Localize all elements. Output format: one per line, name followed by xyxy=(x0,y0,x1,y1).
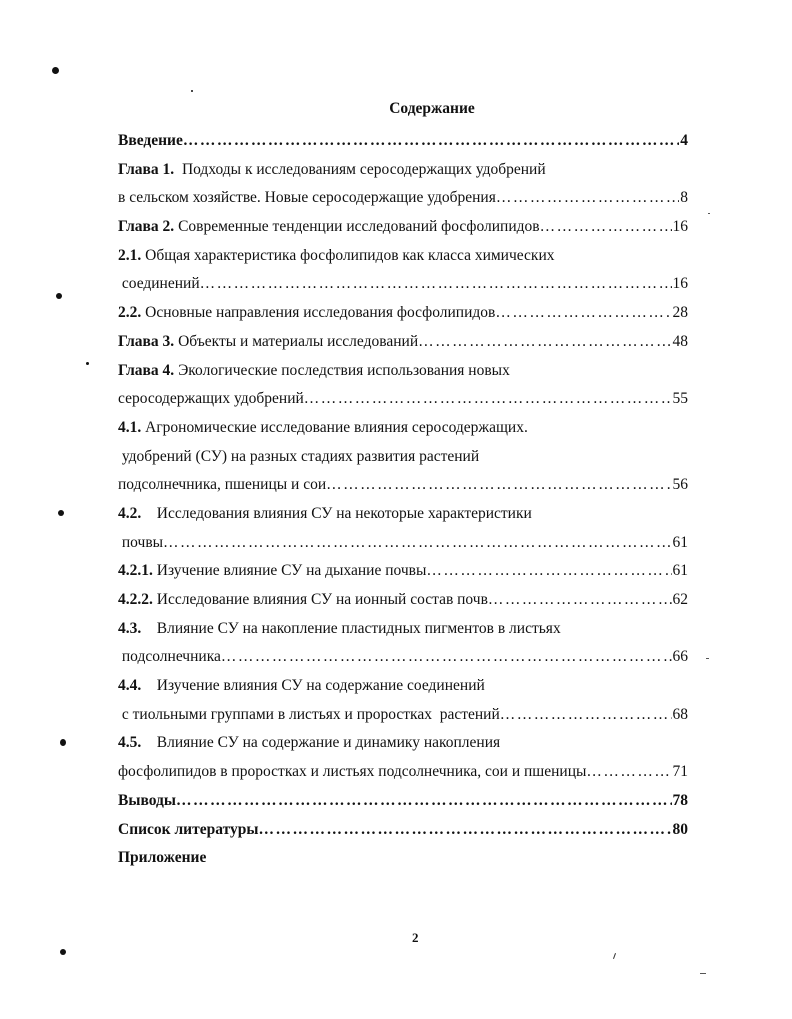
toc-entry xyxy=(118,557,688,586)
toc-page-number: 16 xyxy=(672,275,688,293)
toc-entry-text xyxy=(118,184,496,213)
toc-entry-title: почвы xyxy=(118,533,164,551)
toc-entry-text xyxy=(118,213,540,242)
toc-page-number: 16 xyxy=(672,218,688,236)
scan-speck xyxy=(60,739,66,746)
toc-page-number: 61 xyxy=(672,533,688,551)
toc-leader-dots xyxy=(495,299,671,328)
toc-entry xyxy=(118,729,688,758)
toc-leader-dots xyxy=(426,557,671,586)
toc-entry xyxy=(118,701,688,730)
toc-entry xyxy=(118,414,688,443)
toc-entry-label: 4.3. xyxy=(118,619,142,637)
toc-entry-title: удобрений (СУ) на разных стадиях развития растений xyxy=(118,447,480,465)
toc-entry-label: 4.2.1. xyxy=(118,562,153,580)
toc-title: Содержание xyxy=(389,100,475,117)
toc-entry xyxy=(118,357,688,386)
scan-mark xyxy=(700,973,706,974)
toc-entry-text xyxy=(118,328,418,357)
scan-speck xyxy=(86,362,89,365)
toc-entry-text xyxy=(118,758,586,787)
toc-entry-title: Агрономические исследование влияния серосодержащих. xyxy=(141,418,528,436)
toc-page-number: 78 xyxy=(672,791,688,809)
toc-entry-title: Изучение влияния СУ на содержание соединений xyxy=(141,677,485,695)
toc-leader-dots xyxy=(221,643,672,672)
toc-leader-dots xyxy=(304,385,672,414)
toc-entry-label: Глава 4. xyxy=(118,361,175,379)
toc-page-number: 56 xyxy=(672,476,688,494)
toc-entry xyxy=(118,586,688,615)
toc-entry-text xyxy=(118,529,163,558)
toc-entry-label: Введение xyxy=(118,132,183,149)
toc-page-number: 28 xyxy=(672,304,688,322)
toc-entry-label: 4.4. xyxy=(118,677,142,695)
toc-entry-title: Влияние СУ на содержание и динамику накопления xyxy=(141,734,501,752)
toc-entry-label: 4.2. xyxy=(118,504,142,522)
toc-leader-dots xyxy=(500,701,672,730)
toc-entry-text xyxy=(118,357,510,386)
toc-entry-text xyxy=(118,414,528,443)
toc-entry xyxy=(118,184,688,213)
toc-entry xyxy=(118,328,688,357)
toc-entry-title: фосфолипидов в проростках и листьях подсолнечника, сои и пшеницы xyxy=(118,763,587,781)
toc-entry-title: Общая характеристика фосфолипидов как класса химических xyxy=(141,246,555,264)
toc-entry-title: в сельском хозяйстве. Новые серосодержащие удобрения xyxy=(118,189,496,207)
toc-entry xyxy=(118,500,688,529)
toc-entry-text xyxy=(118,586,488,615)
toc-leader-dots xyxy=(496,184,679,213)
toc-entry xyxy=(118,242,688,271)
toc-entry-text xyxy=(118,127,183,156)
toc-entry-title: с тиольными группами в листьях и проростках растений xyxy=(118,705,500,723)
toc-entry-text xyxy=(118,270,200,299)
toc-page-number: 62 xyxy=(672,591,688,608)
toc-leader-dots xyxy=(488,586,672,615)
toc-entry xyxy=(118,615,688,644)
toc-entry-label: 2.1. xyxy=(118,246,142,264)
toc-entry-label: Глава 2. xyxy=(118,218,175,236)
toc-entry xyxy=(118,529,688,558)
toc-entry-text xyxy=(118,701,500,730)
toc-entry-label: Глава 3. xyxy=(118,332,175,350)
toc-entry-text xyxy=(118,242,554,271)
toc-entry-title: Объекты и материалы исследований xyxy=(174,332,419,350)
toc-entry-label: Список литературы xyxy=(118,820,259,838)
toc-entry xyxy=(118,643,688,672)
toc-entry-title: соединений xyxy=(118,275,200,293)
scan-speck xyxy=(191,90,193,92)
toc-entry-title: Исследования влияния СУ на некоторые характеристики xyxy=(141,504,532,522)
toc-leader-dots xyxy=(418,328,671,357)
toc-page-number: 68 xyxy=(672,705,688,723)
toc-entry-text xyxy=(118,615,561,644)
toc-entry-text xyxy=(118,844,206,873)
toc-leader-dots xyxy=(326,471,671,500)
toc-leader-dots xyxy=(163,529,671,558)
toc-entry-text xyxy=(118,557,426,586)
toc-entry-text xyxy=(118,299,495,328)
scan-speck xyxy=(58,510,64,516)
toc-entry xyxy=(118,270,688,299)
toc-entry-title: Основные направления исследования фосфолипидов xyxy=(141,304,496,322)
toc-page-number: 8 xyxy=(680,189,688,207)
toc-entry-label: Глава 1. xyxy=(118,160,175,178)
toc-page-number: 55 xyxy=(672,390,688,408)
toc-entry xyxy=(118,787,688,816)
scan-speck xyxy=(56,293,62,299)
toc-entry-text xyxy=(118,672,485,701)
toc-entry xyxy=(118,156,688,185)
toc-leader-dots xyxy=(200,270,672,299)
toc-page-number: 71 xyxy=(672,763,688,781)
toc-entry xyxy=(118,443,688,472)
scan-mark xyxy=(613,953,616,959)
toc-leader-dots xyxy=(540,213,672,242)
toc-leader-dots xyxy=(586,758,671,787)
toc-entry xyxy=(118,672,688,701)
toc-entry-title: Современные тенденции исследований фосфолипидов xyxy=(174,218,540,236)
toc-entry-title: Исследование влияния СУ на ионный состав почв xyxy=(152,591,488,608)
toc-entry-label: Приложение xyxy=(118,849,207,867)
toc-entry xyxy=(118,844,688,873)
toc-entry-title: подсолнечника, пшеницы и сои xyxy=(118,476,327,494)
toc-page-number: 80 xyxy=(672,820,688,838)
toc-page-number: 61 xyxy=(672,562,688,580)
toc-entry-label: 4.1. xyxy=(118,418,142,436)
toc-leader-dots xyxy=(183,127,679,156)
toc-entry-label: Выводы xyxy=(118,791,176,809)
toc-entry-title: Влияние СУ на накопление пластидных пигментов в листьях xyxy=(141,619,561,637)
toc-page-number: 66 xyxy=(672,648,688,666)
table-of-contents xyxy=(118,127,688,873)
toc-leader-dots xyxy=(176,787,672,816)
toc-entry-text xyxy=(118,643,221,672)
scan-speck xyxy=(60,949,66,955)
scan-speck xyxy=(52,67,59,74)
page-number: 2 xyxy=(412,930,419,945)
toc-entry-label: 4.2.2. xyxy=(118,591,153,608)
toc-entry-text xyxy=(118,443,479,472)
toc-entry-text xyxy=(118,729,500,758)
toc-entry-label: 2.2. xyxy=(118,304,142,322)
toc-entry xyxy=(118,127,688,156)
toc-entry-title: серосодержащих удобрений xyxy=(118,390,304,408)
toc-entry xyxy=(118,213,688,242)
toc-page-number: 4 xyxy=(680,132,688,149)
toc-entry-text xyxy=(118,471,326,500)
scan-mark xyxy=(708,213,710,214)
toc-entry-label: 4.5. xyxy=(118,734,142,752)
toc-entry-title: подсолнечника xyxy=(118,648,221,666)
toc-entry-text xyxy=(118,787,176,816)
toc-entry-title: Экологические последствия использования новых xyxy=(174,361,510,379)
toc-entry-title: Подходы к исследованиям серосодержащих удобрений xyxy=(174,160,546,178)
toc-entry-text xyxy=(118,156,546,185)
toc-entry xyxy=(118,299,688,328)
toc-entry xyxy=(118,471,688,500)
toc-page-number: 48 xyxy=(672,332,688,350)
toc-leader-dots xyxy=(258,816,671,845)
toc-entry-text xyxy=(118,816,258,845)
toc-entry-title: Изучение влияние СУ на дыхание почвы xyxy=(152,562,427,580)
toc-entry-text xyxy=(118,500,532,529)
toc-entry-text xyxy=(118,385,304,414)
toc-entry xyxy=(118,816,688,845)
toc-entry xyxy=(118,758,688,787)
scan-mark xyxy=(706,658,709,659)
toc-entry xyxy=(118,385,688,414)
